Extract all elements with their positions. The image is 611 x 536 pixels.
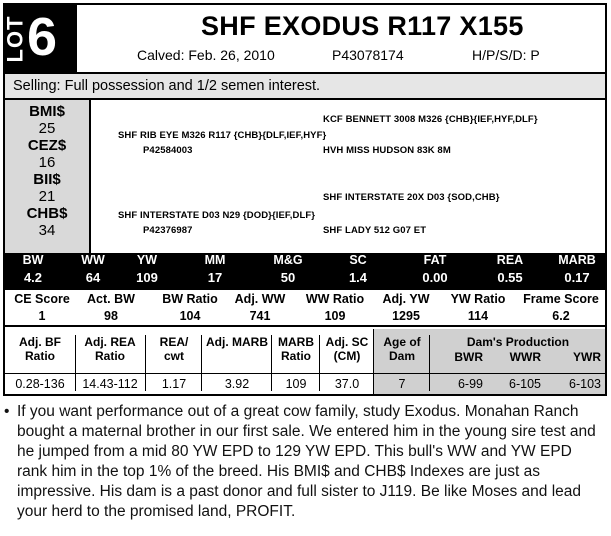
carcass-header: REA/ cwt <box>159 335 189 363</box>
epd-value-row <box>5 270 605 290</box>
carcass-value: 1.17 <box>161 377 187 391</box>
dam-registration: P42376987 <box>143 225 193 236</box>
index-label: BII$ <box>33 171 61 188</box>
carcass-header: MARB Ratio <box>278 335 314 363</box>
performance-value: 1 <box>38 309 46 323</box>
performance-value: 114 <box>467 309 489 323</box>
performance-value: 98 <box>104 309 118 323</box>
performance-header: Adj. YW <box>382 292 430 306</box>
lot-card <box>3 3 607 396</box>
performance-header: YW Ratio <box>450 292 506 306</box>
epd-header: M&G <box>273 253 303 267</box>
divider <box>319 335 320 391</box>
epd-value: 64 <box>85 270 101 285</box>
dam-production-column: YWR <box>573 350 601 364</box>
epd-header: MARB <box>558 253 596 267</box>
carcass-header: Adj. REA Ratio <box>84 335 136 363</box>
description <box>4 402 604 522</box>
epd-header: FAT <box>423 253 447 267</box>
performance-value: 741 <box>249 309 271 323</box>
performance-header: CE Score <box>14 292 70 306</box>
index-value: 21 <box>38 188 56 205</box>
carcass-value-row <box>5 373 605 394</box>
carcass-value: 109 <box>285 377 307 391</box>
calved-date: Calved: Feb. 26, 2010 <box>137 47 275 63</box>
divider <box>429 335 430 391</box>
carcass-value: 14.43-112 <box>82 377 138 391</box>
bull-name: SHF EXODUS R117 X155 <box>201 11 524 41</box>
epd-value: 0.55 <box>497 270 523 285</box>
lot-label: LOT <box>2 15 27 63</box>
index-label: BMI$ <box>29 103 65 120</box>
age-of-dam-value: 7 <box>398 377 406 391</box>
dam-production-value: 6-105 <box>509 377 541 391</box>
lot-number: 6 <box>27 7 58 67</box>
sire: SHF RIB EYE M326 R117 {CHB}{DLF,IEF,HYF} <box>118 130 327 141</box>
performance-header: Act. BW <box>87 292 135 306</box>
performance-header: Frame Score <box>523 292 599 306</box>
pedigree <box>91 100 605 253</box>
bullet: • <box>4 403 10 420</box>
epd-value: 50 <box>280 270 296 285</box>
epd-header-row <box>5 253 605 270</box>
performance-value: 104 <box>179 309 201 323</box>
index-value: 25 <box>38 120 56 137</box>
dam-production-title: Dam's Production <box>466 335 570 349</box>
performance-header: BW Ratio <box>162 292 218 306</box>
dam-production-value: 6-103 <box>569 377 601 391</box>
divider <box>201 335 202 391</box>
divider <box>75 335 76 391</box>
registration-number: P43078174 <box>332 47 404 63</box>
epd-header: BW <box>22 253 44 267</box>
carcass-header: Adj. SC (CM) <box>325 335 369 363</box>
epd-header: YW <box>136 253 158 267</box>
epd-header: WW <box>81 253 105 267</box>
lot-badge <box>2 5 77 72</box>
divider <box>145 335 146 391</box>
performance-header: Adj. WW <box>234 292 286 306</box>
performance-value: 1295 <box>392 309 420 323</box>
epd-value: 4.2 <box>23 270 43 285</box>
hpsd-status: H/P/S/D: P <box>472 47 540 63</box>
dam-production-column: BWR <box>454 350 483 364</box>
performance-value-row <box>5 309 605 327</box>
age-of-dam-header: Age of Dam <box>383 335 421 363</box>
epd-header: SC <box>349 253 367 267</box>
dam-dam: SHF LADY 512 G07 ET <box>323 225 427 236</box>
sire-registration: P42584003 <box>143 145 193 156</box>
description-text: If you want performance out of a great cow family, study Exodus. Monahan Ranch bought a maternal brother in our first sale. We entered him in the young sire test and he jumped from a mid 80 YW EPD to 129 YW EPD. This bull's WW and YW EPD rank him in the top 1% of the breed. His BMI$ and CHB$ Indexes are just as impressive. His dam is a past donor and full sister to J119. Be like Moses and lead your herd to the promised land, PROFIT. <box>17 403 596 520</box>
selling-terms: Selling: Full possession and 1/2 semen interest. <box>5 72 605 100</box>
performance-header-row <box>5 292 605 309</box>
index-value: 16 <box>38 154 56 171</box>
epd-value: 109 <box>136 270 158 285</box>
index-column <box>5 100 91 253</box>
index-label: CHB$ <box>26 205 68 222</box>
sire-sire: KCF BENNETT 3008 M326 {CHB}{IEF,HYF,DLF} <box>323 114 538 125</box>
epd-value: 0.00 <box>422 270 448 285</box>
epd-header: REA <box>496 253 524 267</box>
carcass-header: Adj. BF Ratio <box>19 335 61 363</box>
index-label: CEZ$ <box>27 137 67 154</box>
dam-production-value: 6-99 <box>457 377 483 391</box>
divider <box>271 335 272 391</box>
index-value: 34 <box>38 222 56 239</box>
performance-value: 6.2 <box>552 309 570 323</box>
divider <box>373 329 374 394</box>
epd-value: 17 <box>207 270 223 285</box>
performance-value: 109 <box>324 309 346 323</box>
carcass-value: 37.0 <box>334 377 360 391</box>
sire-dam: HVH MISS HUDSON 83K 8M <box>323 145 451 156</box>
carcass-header-row <box>5 329 605 373</box>
dam: SHF INTERSTATE D03 N29 {DOD}{IEF,DLF} <box>118 210 316 221</box>
epd-header: MM <box>204 253 226 267</box>
dam-sire: SHF INTERSTATE 20X D03 {SOD,CHB} <box>323 192 500 203</box>
epd-value: 1.4 <box>348 270 368 285</box>
epd-value: 0.17 <box>564 270 590 285</box>
carcass-value: 3.92 <box>224 377 250 391</box>
carcass-value: 0.28-136 <box>15 377 65 391</box>
performance-header: WW Ratio <box>305 292 365 306</box>
carcass-header: Adj. MARB <box>206 335 268 349</box>
dam-production-column: WWR <box>509 350 541 364</box>
